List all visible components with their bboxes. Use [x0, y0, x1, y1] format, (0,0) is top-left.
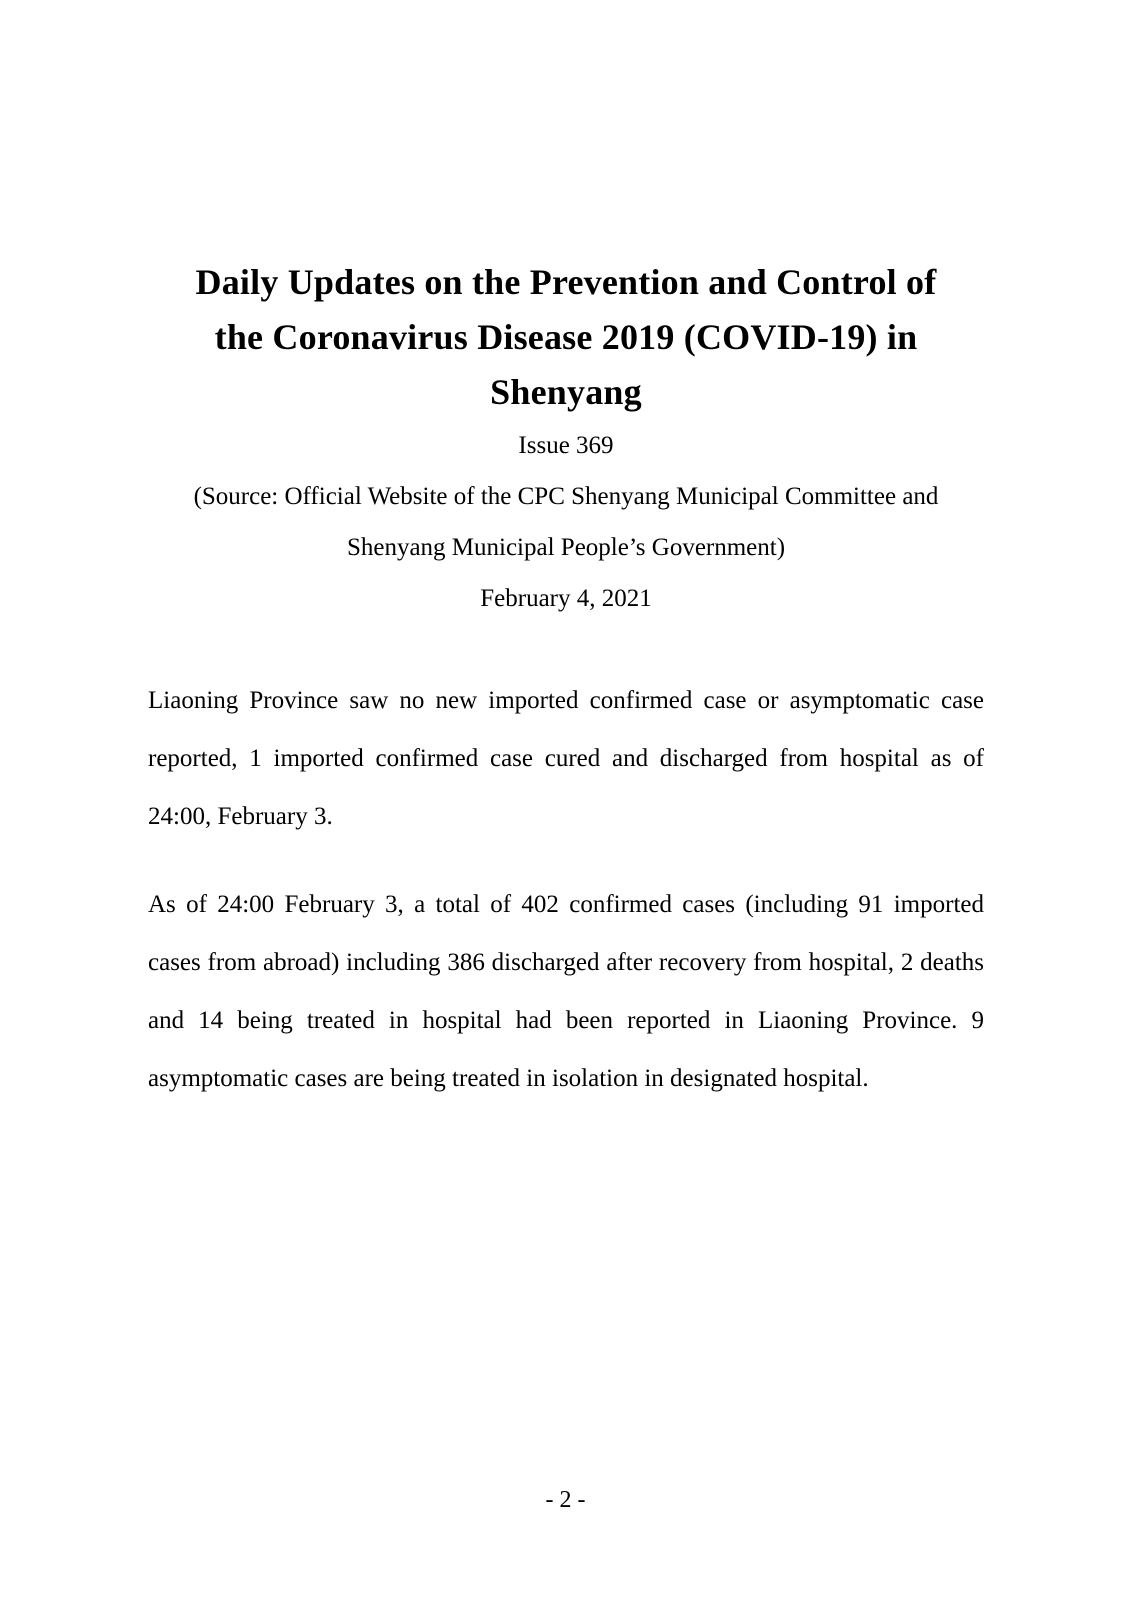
- title-line-1: Daily Updates on the Prevention and Control of: [195, 262, 937, 302]
- document-title: [148, 255, 984, 420]
- paragraph-2: As of 24:00 February 3, a total of 402 confirmed cases (including 91 imported cases from abroad) including 386 discharged after recovery from hospital, 2 deaths and 14 being treated in hospital had been reported in Liaoning Province. 9 asymptomatic cases are being treated in isolation in designated hospital.: [148, 891, 984, 1092]
- source-line-2: Shenyang Municipal People’s Government): [346, 534, 786, 561]
- document-date: February 4, 2021: [480, 585, 652, 612]
- page-number: - 2 -: [545, 1487, 586, 1513]
- document-meta: [148, 420, 984, 624]
- title-line-2: the Coronavirus Disease 2019 (COVID-19) in: [214, 317, 918, 357]
- title-line-3: Shenyang: [490, 372, 642, 412]
- paragraph-1: Liaoning Province saw no new imported confirmed case or asymptomatic case reported, 1 imported confirmed case cured and discharged from hospital as of 24:00, February 3.: [148, 687, 984, 830]
- issue-number: Issue 369: [518, 432, 614, 459]
- source-line-1: (Source: Official Website of the CPC Shenyang Municipal Committee and: [193, 483, 939, 510]
- document-content: [148, 255, 984, 1108]
